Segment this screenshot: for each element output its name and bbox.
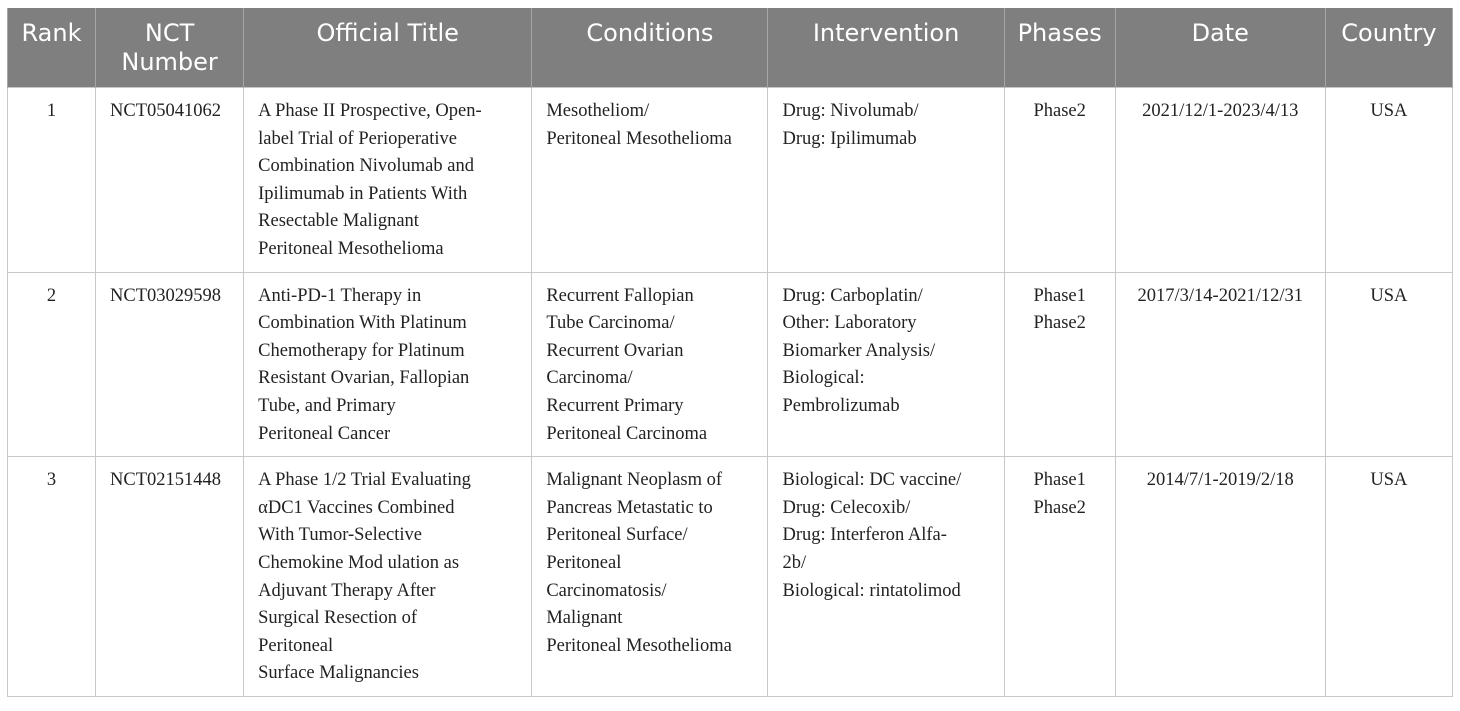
cell-conditions: Recurrent Fallopian Tube Carcinoma/ Recurrent Ovarian Carcinoma/ Recurrent Primary Peritoneal Carcinoma xyxy=(532,272,768,457)
header-intervention: Intervention xyxy=(768,8,1004,88)
table-body xyxy=(8,88,1453,697)
cell-official-title: A Phase 1/2 Trial Evaluating αDC1 Vaccines Combined With Tumor-Selective Chemokine Mod ulation as Adjuvant Therapy After Surgical Resection of Peritoneal Surface Malignancies xyxy=(244,457,532,697)
cell-phases: Phase1 Phase2 xyxy=(1004,457,1115,697)
cell-date: 2021/12/1-2023/4/13 xyxy=(1115,88,1325,273)
cell-date: 2014/7/1-2019/2/18 xyxy=(1115,457,1325,697)
cell-intervention: Biological: DC vaccine/ Drug: Celecoxib/ Drug: Interferon Alfa- 2b/ Biological: rintatolimod xyxy=(768,457,1004,697)
cell-official-title: Anti-PD-1 Therapy in Combination With Platinum Chemotherapy for Platinum Resistant Ovarian, Fallopian Tube, and Primary Peritoneal Cancer xyxy=(244,272,532,457)
clinical-trials-table xyxy=(7,8,1453,697)
cell-rank: 2 xyxy=(8,272,96,457)
cell-nct-number: NCT05041062 xyxy=(96,88,244,273)
header-conditions: Conditions xyxy=(532,8,768,88)
table-row xyxy=(8,272,1453,457)
header-country: Country xyxy=(1325,8,1452,88)
cell-country: USA xyxy=(1325,272,1452,457)
cell-phases: Phase1 Phase2 xyxy=(1004,272,1115,457)
cell-official-title: A Phase II Prospective, Open- label Trial of Perioperative Combination Nivolumab and Ipilimumab in Patients With Resectable Malignant Peritoneal Mesothelioma xyxy=(244,88,532,273)
table-row xyxy=(8,457,1453,697)
cell-conditions: Malignant Neoplasm of Pancreas Metastatic to Peritoneal Surface/ Peritoneal Carcinomatosis/ Malignant Peritoneal Mesothelioma xyxy=(532,457,768,697)
header-rank: Rank xyxy=(8,8,96,88)
header-row xyxy=(8,8,1453,88)
cell-intervention: Drug: Nivolumab/ Drug: Ipilimumab xyxy=(768,88,1004,273)
cell-phases: Phase2 xyxy=(1004,88,1115,273)
table-row xyxy=(8,88,1453,273)
header-date: Date xyxy=(1115,8,1325,88)
cell-country: USA xyxy=(1325,88,1452,273)
cell-nct-number: NCT03029598 xyxy=(96,272,244,457)
cell-rank: 3 xyxy=(8,457,96,697)
header-nct-number: NCT Number xyxy=(96,8,244,88)
cell-intervention: Drug: Carboplatin/ Other: Laboratory Biomarker Analysis/ Biological: Pembrolizumab xyxy=(768,272,1004,457)
cell-date: 2017/3/14-2021/12/31 xyxy=(1115,272,1325,457)
table-header xyxy=(8,8,1453,88)
cell-conditions: Mesotheliom/ Peritoneal Mesothelioma xyxy=(532,88,768,273)
header-phases: Phases xyxy=(1004,8,1115,88)
header-official-title: Official Title xyxy=(244,8,532,88)
cell-country: USA xyxy=(1325,457,1452,697)
cell-nct-number: NCT02151448 xyxy=(96,457,244,697)
cell-rank: 1 xyxy=(8,88,96,273)
